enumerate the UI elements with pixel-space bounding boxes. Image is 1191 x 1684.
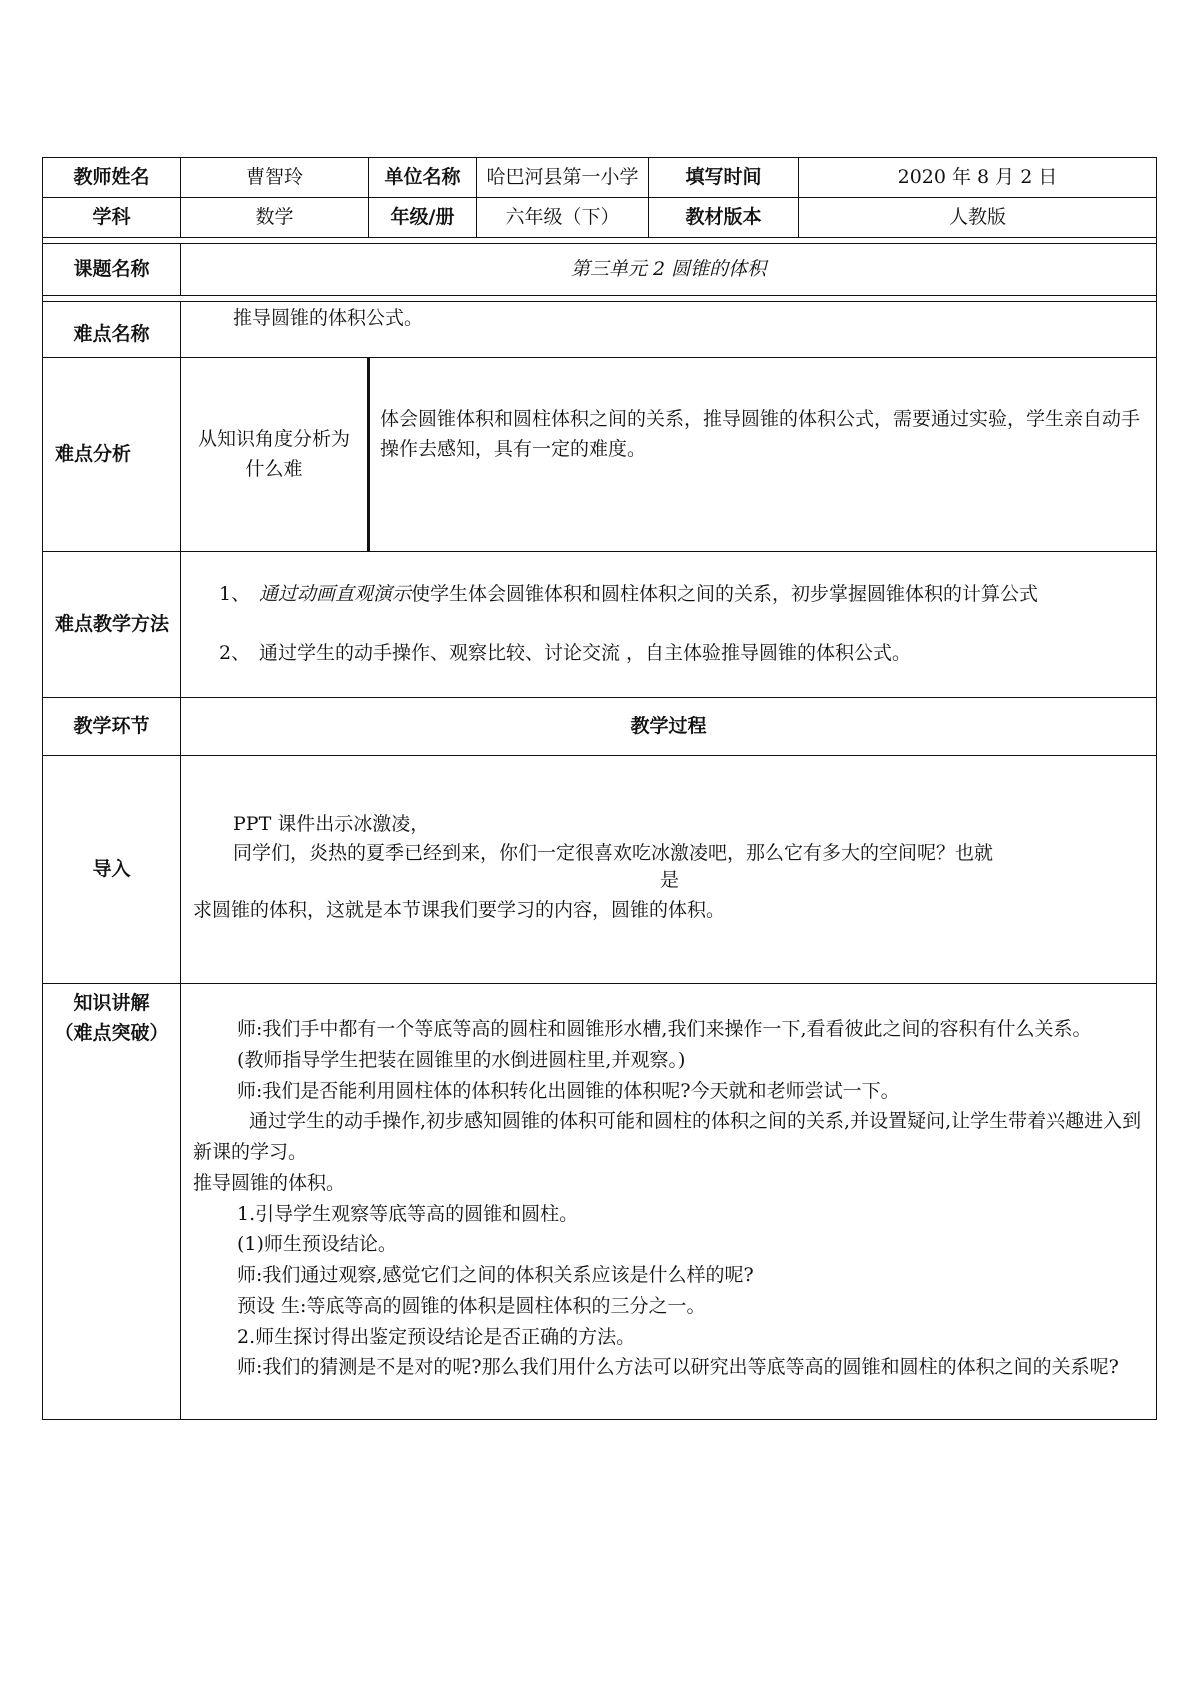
teacher-name: 曹智玲	[181, 158, 369, 198]
intro-label: 导入	[43, 756, 181, 984]
subject-value: 数学	[181, 198, 369, 238]
knowledge-paragraph-3: 师:我们是否能利用圆柱体的体积转化出圆锥的体积呢?今天就和老师尝试一下。	[237, 1079, 900, 1102]
knowledge-paragraph-9: 预设 生:等底等高的圆锥的体积是圆柱体积的三分之一。	[237, 1294, 706, 1317]
edition-value: 人教版	[799, 198, 1157, 238]
method-label: 难点教学方法	[43, 552, 181, 698]
intro-line-2: 同学们，炎热的夏季已经到来，你们一定很喜欢吃冰激凌吧，那么它有多大的空间呢？也就	[233, 842, 994, 865]
method-item-1	[181, 580, 1146, 609]
method-item-1-text: 使学生体会圆锥体积和圆柱体积之间的关系，初步掌握圆锥体积的计算公式	[411, 583, 1039, 605]
knowledge-paragraph-4: 通过学生的动手操作,初步感知圆锥的体积可能和圆柱的体积之间的关系,并设置疑问,让学生带着兴趣进入到新课的学习。	[193, 1110, 1142, 1164]
process-title: 教学过程	[181, 698, 1157, 756]
method-item-1-italic: 通过动画直观演示	[259, 583, 412, 605]
knowledge-body	[181, 984, 1156, 1383]
analysis-paragraph: 体会圆锥体积和圆柱体积之间的关系，推导圆锥的体积公式，需要通过实验，学生亲自动手操作去感知，具有一定的难度。	[380, 408, 1141, 460]
analysis-text	[369, 358, 1157, 552]
info-row-2	[43, 198, 1157, 238]
knowledge-row	[43, 984, 1157, 1420]
knowledge-label	[43, 984, 181, 1420]
difficulty-row	[43, 302, 1157, 358]
knowledge-content	[181, 984, 1157, 1420]
intro-line-3: 求圆锥的体积，这就是本节课我们要学习的内容，圆锥的体积。	[193, 898, 726, 921]
topic-label: 课题名称	[43, 244, 181, 296]
info-row-1	[43, 158, 1157, 198]
knowledge-label-line-1: 知识讲解	[73, 992, 150, 1014]
unit-label: 单位名称	[369, 158, 477, 198]
knowledge-paragraph-11: 师:我们的猜测是不是对的呢?那么我们用什么方法可以研究出等底等高的圆锥和圆柱的体积之间的关系呢?	[237, 1356, 1119, 1379]
intro-row	[43, 756, 1157, 984]
unit-name: 哈巴河县第一小学	[477, 158, 649, 198]
process-header-row	[43, 698, 1157, 756]
method-item-2	[181, 639, 1146, 668]
knowledge-paragraph-2: (教师指导学生把装在圆锥里的水倒进圆柱里,并观察。)	[237, 1048, 686, 1071]
grade-value: 六年级（下）	[477, 198, 649, 238]
grade-label: 年级/册	[369, 198, 477, 238]
topic-value: 第三单元 2 圆锥的体积	[181, 244, 1157, 296]
intro-line-2-tail: 是	[659, 868, 679, 891]
difficulty-label: 难点名称	[43, 302, 181, 358]
knowledge-paragraph-6: 1.引导学生观察等底等高的圆锥和圆柱。	[237, 1202, 579, 1225]
edition-label: 教材版本	[649, 198, 799, 238]
knowledge-paragraph-10: 2.师生探讨得出鉴定预设结论是否正确的方法。	[237, 1325, 636, 1348]
knowledge-label-line-2: （难点突破）	[54, 1022, 169, 1045]
analysis-sub-label	[181, 358, 369, 552]
knowledge-paragraph-5: 推导圆锥的体积。	[193, 1171, 346, 1194]
teacher-name-label: 教师姓名	[43, 158, 181, 198]
knowledge-paragraph-7: (1)师生预设结论。	[237, 1233, 397, 1256]
difficulty-value: 推导圆锥的体积公式。	[181, 302, 1157, 358]
knowledge-paragraph-8: 师:我们通过观察,感觉它们之间的体积关系应该是什么样的呢?	[237, 1264, 754, 1287]
topic-row	[43, 244, 1157, 296]
knowledge-paragraph-1: 师:我们手中都有一个等底等高的圆柱和圆锥形水槽,我们来操作一下,看看彼此之间的容积有什么关系。	[237, 1018, 1092, 1040]
date-label: 填写时间	[649, 158, 799, 198]
method-content	[181, 552, 1157, 698]
intro-content	[181, 756, 1157, 984]
method-item-2-text: 通过学生的动手操作、观察比较、讨论交流 ，自主体验推导圆锥的体积公式。	[259, 642, 912, 665]
method-item-1-num: 1、	[219, 583, 251, 605]
intro-line-1: PPT 课件出示冰激凌，	[233, 813, 430, 835]
analysis-sub-label-text: 从知识角度分析为什么难	[197, 428, 350, 480]
method-item-2-num: 2、	[219, 642, 251, 665]
lesson-plan-table	[42, 157, 1157, 1420]
fill-date: 2020 年 8 月 2 日	[799, 158, 1157, 198]
subject-label: 学科	[43, 198, 181, 238]
process-step-label: 教学环节	[43, 698, 181, 756]
method-row	[43, 552, 1157, 698]
analysis-label: 难点分析	[43, 358, 181, 552]
analysis-row	[43, 358, 1157, 552]
